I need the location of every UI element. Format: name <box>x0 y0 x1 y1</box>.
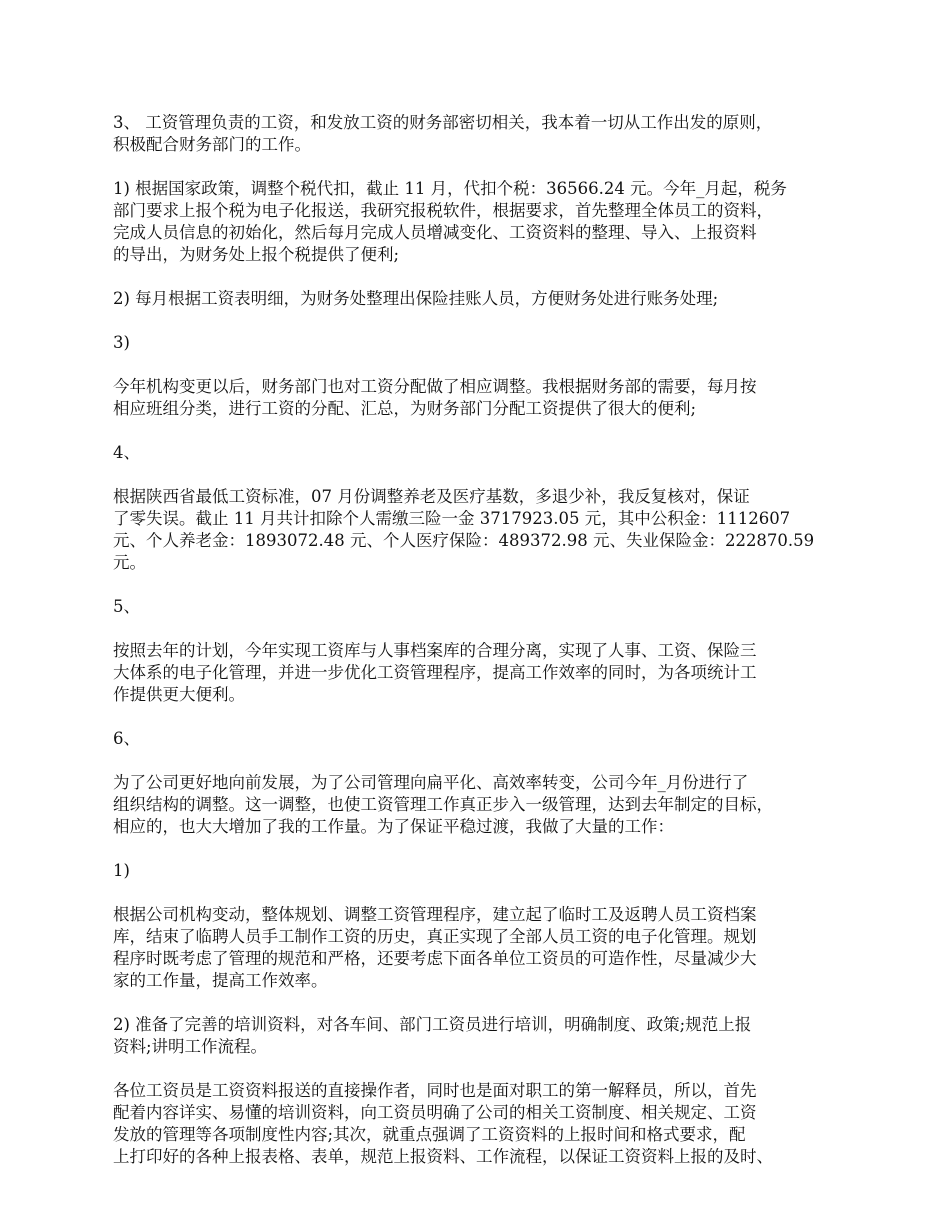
paragraph-database-separation: 按照去年的计划，今年实现工资库与人事档案库的合理分离，实现了人事、工资、保险三 大体系的电子化管理，并进一步优化工资管理程序，提高工作效率的同时，为各项统计工 作提供更大便利。 <box>113 641 757 704</box>
paragraph-label-1: 1) <box>113 861 130 880</box>
paragraph-section-5: 5、 <box>113 597 140 616</box>
paragraph-org-restructure: 为了公司更好地向前发展，为了公司管理向扁平化、高效率转变，公司今年_月份进行了 组织结构的调整。这一调整，也使工资管理工作真正步入一级管理，达到去年制定的目标， 相应的，也大大增加了我的工作量。为了保证平稳过渡，我做了大量的工作： <box>113 773 773 836</box>
paragraph-insurance-accounts: 2) 每月根据工资表明细，为财务处整理出保险挂账人员，方便财务处进行账务处理; <box>113 289 719 308</box>
paragraph-payroll-clerks: 各位工资员是工资资料报送的直接操作者，同时也是面对职工的第一解释员，所以，首先 配着内容详实、易懂的培训资料，向工资员明确了公司的相关工资制度、相关规定、工资 发放的管理等各项制度性内容;其次，就重点强调了工资资料的上报时间和格式要求，配 上打印好的各种上报表格、表单，规范上报资料、工作流程，以保证工资资料上报的及时、 <box>113 1081 773 1166</box>
paragraph-program-planning: 根据公司机构变动，整体规划、调整工资管理程序，建立起了临时工及返聘人员工资档案 库，结束了临聘人员手工制作工资的历史，真正实现了全部人员工资的电子化管理。规划 程序时既考虑了管理的规范和严格，还要考虑下面各单位工资员的可造作性，尽量减少大 家的工作量，提高工作效率。 <box>113 905 757 990</box>
paragraph-label-3: 3) <box>113 333 130 352</box>
paragraph-section-3: 3、 工资管理负责的工资，和发放工资的财务部密切相关，我本着一切从工作出发的原则， 积极配合财务部门的工作。 <box>113 113 773 154</box>
document-body <box>113 112 853 1168</box>
paragraph-minimum-wage: 根据陕西省最低工资标准，07 月份调整养老及医疗基数，多退少补，我反复核对，保证 了零失误。截止 11 月共计扣除个人需缴三险一金 3717923.05 元，其中公积金：1112607 元、个人养老金：1893072.48 元、个人医疗保险：489372.98 元、失业保险金：222870.59 元。 <box>113 487 815 572</box>
paragraph-wage-allocation: 今年机构变更以后，财务部门也对工资分配做了相应调整。我根据财务部的需要，每月按 相应班组分类，进行工资的分配、汇总，为财务部门分配工资提供了很大的便利; <box>113 377 757 418</box>
paragraph-training-materials: 2) 准备了完善的培训资料，对各车间、部门工资员进行培训，明确制度、政策;规范上报 资料;讲明工作流程。 <box>113 1015 752 1056</box>
paragraph-section-6: 6、 <box>113 729 140 748</box>
paragraph-section-4: 4、 <box>113 443 140 462</box>
paragraph-tax-withholding: 1) 根据国家政策，调整个税代扣，截止 11 月，代扣个税：36566.24 元。今年_月起，税务 部门要求上报个税为电子化报送，我研究报税软件，根据要求，首先整理全体员工的资料， 完成人员信息的初始化，然后每月完成人员增减变化、工资资料的整理、导入、上报资料 的导出，为财务处上报个税提供了便利; <box>113 179 787 264</box>
